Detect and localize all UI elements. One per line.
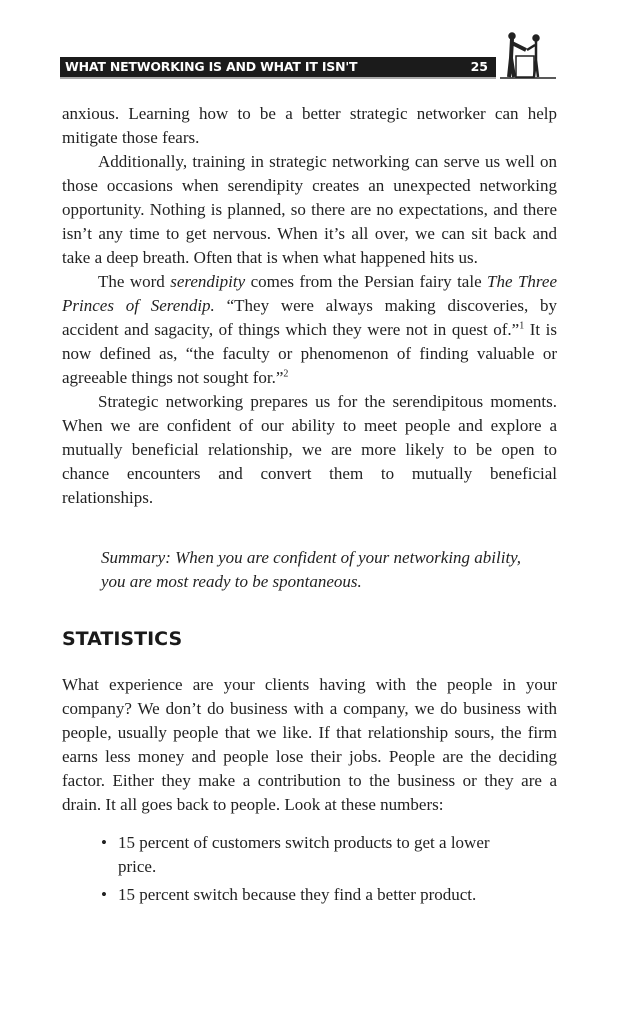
section-heading: STATISTICS — [62, 628, 183, 650]
footnote-ref: 1 — [519, 320, 525, 332]
list-item — [101, 883, 521, 907]
paragraph: Additionally, training in strategic networking can serve us well on those occasions when serendipity creates an unexpected networking opportunity. Nothing is planned, so there are no expectations, and there isn’t any time to get nervous. When it’s all over, we can sit back and take a deep breath. Often that is when what happened hits us. — [62, 152, 557, 267]
paragraph: anxious. Learning how to be a better strategic networker can help mitigate those fears. — [62, 104, 557, 147]
paragraph: Strategic networking prepares us for the serendipitous moments. When we are confident of our ability to meet people and explore a mutually beneficial relationship, we are more likely to be open to chance encounters and convert them to mutually beneficial relationships. — [62, 392, 557, 507]
italic-title: The Three Princes of Serendip. — [62, 272, 558, 315]
running-header — [60, 57, 496, 79]
footnote-ref: 2 — [283, 368, 289, 380]
text: The word — [98, 272, 171, 291]
text: “They were always making discoveries, by accident and sagacity, of things which they were not in quest of.” — [62, 296, 557, 339]
text: It is now defined as, “the faculty or phenomenon of finding valuable or agreeable things not sought for.” — [62, 320, 557, 387]
italic-term: serendipity — [170, 272, 246, 291]
handshake-illustration-icon — [498, 30, 558, 80]
summary-callout: Summary: When you are confident of your networking ability, you are most ready to be spontaneous. — [101, 548, 522, 591]
paragraph: What experience are your clients having with the people in your company? We don’t do business with a company, we do business with people, usually people that we like. If that relationship sours, the firm earns less money and people lose their jobs. People are the deciding factor. Either they make a contribution to the business or they are a drain. It all goes back to people. Look at these numbers: — [62, 675, 557, 814]
list-item — [101, 831, 521, 879]
paragraph — [62, 270, 557, 390]
section-body — [62, 673, 557, 817]
list-item-text: 15 percent of customers switch products to get a lower price. — [118, 833, 490, 876]
running-title: WHAT NETWORKING IS AND WHAT IT ISN'T — [65, 59, 358, 74]
bullet-list — [101, 831, 521, 911]
page-number: 25 — [470, 59, 488, 74]
text: comes from the Persian fairy tale — [245, 272, 488, 291]
bullet-icon: • — [101, 885, 107, 904]
body-text — [62, 102, 557, 510]
bullet-icon: • — [101, 833, 107, 852]
list-item-text: 15 percent switch because they find a better product. — [118, 885, 477, 904]
